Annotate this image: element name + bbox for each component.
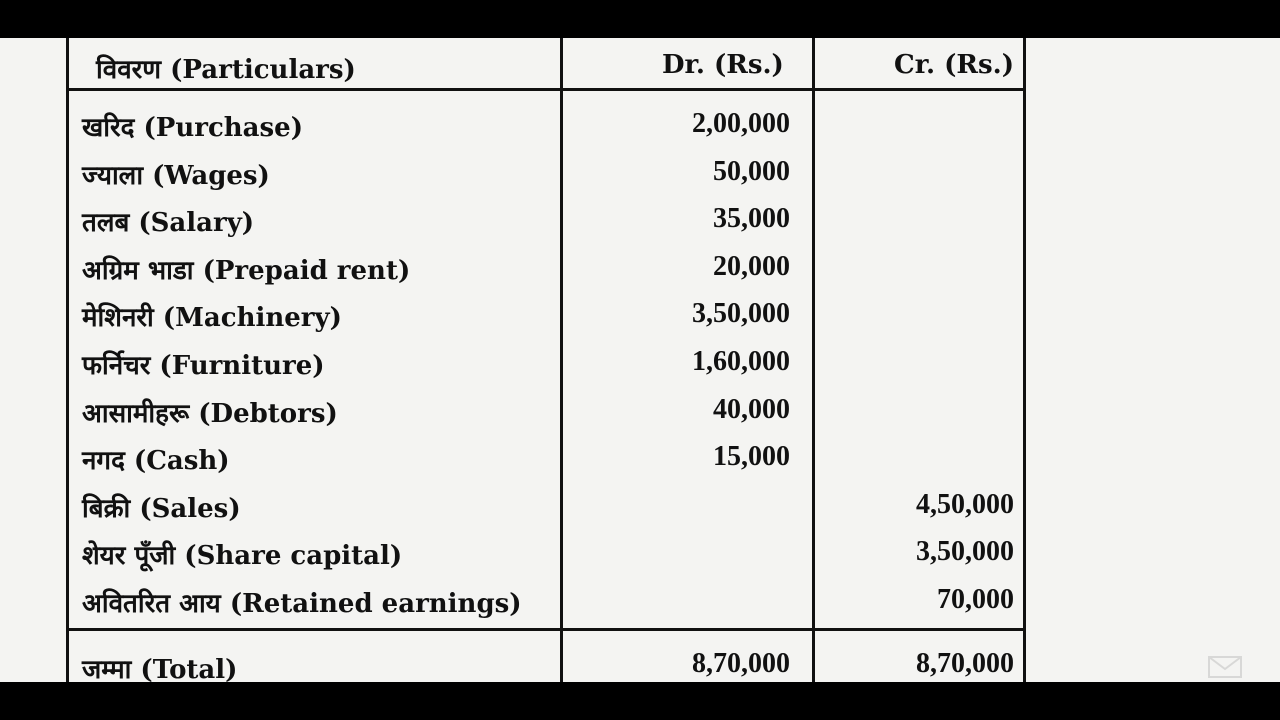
row-credit: 3,50,000 (916, 536, 1014, 568)
table-row (66, 298, 1026, 346)
row-credit: 4,50,000 (916, 488, 1014, 520)
row-debit: 3,50,000 (692, 298, 790, 330)
row-debit: 50,000 (713, 155, 790, 187)
mail-icon (1208, 656, 1242, 678)
header-debit: Dr. (Rs.) (662, 50, 784, 80)
table-row (66, 441, 1026, 489)
row-debit: 2,00,000 (692, 108, 790, 139)
row-debit: 35,000 (713, 203, 790, 235)
table-row (66, 489, 1026, 537)
table-row (66, 251, 1026, 299)
header-particulars: विवरण (Particulars) (96, 55, 356, 85)
table-row (66, 108, 1026, 156)
total-row (66, 644, 1026, 682)
row-credit: 70,000 (937, 583, 1014, 615)
row-particulars: शेयर पूँजी (Share capital) (82, 541, 403, 572)
table-row (66, 394, 1026, 442)
row-particulars: अवितरित आय (Retained earnings) (82, 588, 522, 619)
row-particulars: फर्निचर (Furniture) (82, 350, 325, 381)
row-particulars: खरिद (Purchase) (82, 113, 304, 143)
row-debit: 20,000 (713, 250, 790, 282)
row-debit: 40,000 (713, 393, 790, 425)
table-row (66, 536, 1026, 584)
total-label: जम्मा (Total) (82, 655, 238, 682)
total-credit: 8,70,000 (916, 648, 1014, 679)
row-particulars: आसामीहरू (Debtors) (82, 398, 338, 429)
row-debit: 1,60,000 (692, 345, 790, 377)
row-particulars: नगद (Cash) (82, 446, 230, 477)
trial-balance-table (66, 38, 1026, 682)
row-particulars: बिक्री (Sales) (82, 493, 241, 524)
table-body (66, 108, 1026, 632)
header-credit: Cr. (Rs.) (894, 50, 1015, 80)
table-row (66, 584, 1026, 632)
row-particulars: मेशिनरी (Machinery) (82, 303, 342, 334)
table-row (66, 346, 1026, 394)
row-particulars: अग्रिम भाडा (Prepaid rent) (82, 255, 411, 286)
table-row (66, 156, 1026, 204)
document-frame (0, 38, 1280, 682)
row-debit: 15,000 (713, 441, 790, 473)
row-particulars: ज्याला (Wages) (82, 160, 270, 191)
table-row (66, 203, 1026, 251)
table-header (66, 38, 1026, 90)
total-debit: 8,70,000 (692, 648, 790, 679)
row-particulars: तलब (Salary) (82, 208, 255, 239)
